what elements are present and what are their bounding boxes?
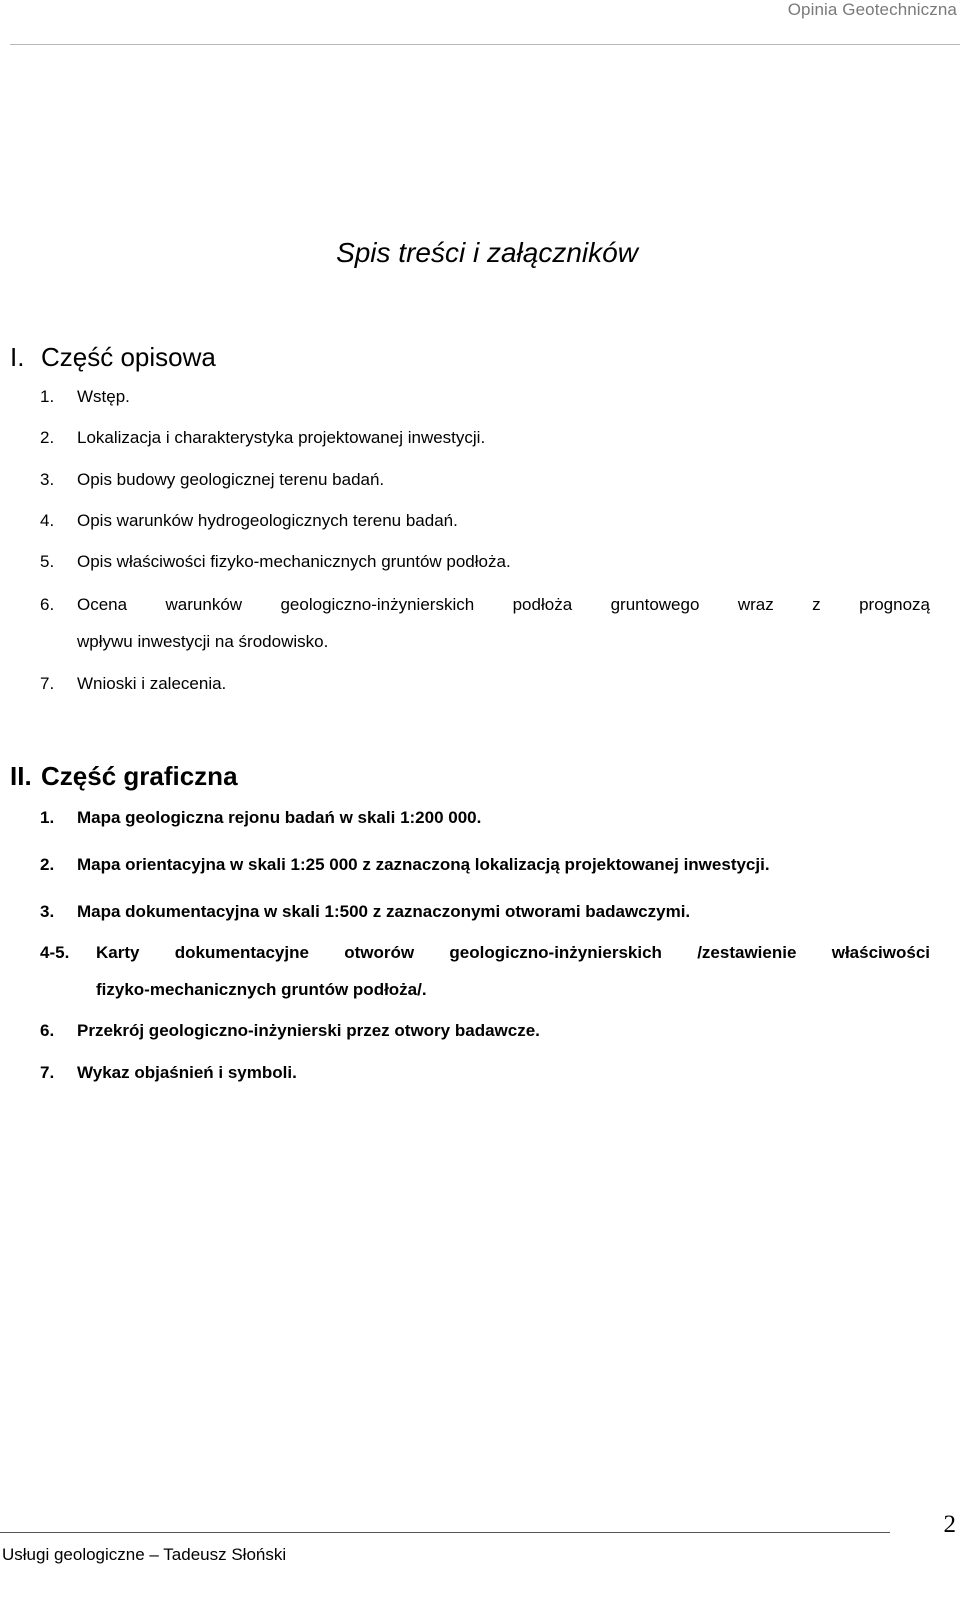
toc-item-number: 2. [40,428,55,447]
footer-author: Usługi geologiczne – Tadeusz Słoński [2,1545,287,1564]
toc-item-number: 4. [40,511,55,530]
toc-item-text: Karty dokumentacyjne otworów geologiczno-inżynierskich /zestawienie właściwości [96,943,930,962]
toc-item-text: Lokalizacja i charakterystyka projektowanej inwestycji. [77,428,486,447]
header-divider [10,44,960,45]
header-title: Opinia Geotechniczna [787,0,957,19]
section-title: Część graficzna [41,761,238,791]
section-number: I. [10,342,25,372]
toc-item-text-continued: wpływu inwestycji na środowisko. [77,632,329,651]
section-heading-descriptive [10,342,216,373]
toc-item [40,846,960,883]
toc-item-text-continued: fizyko-mechanicznych gruntów podłoża/. [96,980,427,999]
toc-item-text: Wykaz objaśnień i symboli. [77,1063,297,1082]
toc-item-number: 5. [40,552,55,571]
toc-item-number: 3. [40,470,55,489]
toc-item-first-line [40,934,930,971]
toc-item [40,1012,960,1049]
toc-item [40,665,960,702]
toc-item-text: Mapa orientacyjna w skali 1:25 000 z zaznaczoną lokalizacją projektowanej inwestycji. [77,855,770,874]
toc-item-number: 1. [40,387,55,406]
toc-item-number: 6. [40,595,55,614]
toc-item-text: Opis budowy geologicznej terenu badań. [77,470,385,489]
document-title: Spis treści i załączników [336,236,638,268]
toc-item [40,1054,960,1091]
toc-item-text: Mapa geologiczna rejonu badań w skali 1:200 000. [77,808,482,827]
toc-item [40,543,960,580]
toc-item [40,893,960,930]
toc-item-text: Wnioski i zalecenia. [77,674,227,693]
toc-item-number: 2. [40,855,55,874]
toc-item-number: 6. [40,1021,55,1040]
toc-item-number: 3. [40,902,55,921]
toc-item-number: 7. [40,674,55,693]
toc-item [40,799,960,836]
toc-item [40,586,930,660]
section-heading-graphic [10,761,238,792]
toc-item [40,934,930,1008]
toc-item-number: 7. [40,1063,55,1082]
page-number: 2 [943,1511,956,1538]
toc-item [40,502,960,539]
toc-item-text: Opis warunków hydrogeologicznych terenu badań. [77,511,458,530]
section-title: Część opisowa [41,342,216,372]
toc-item-text: Przekrój geologiczno-inżynierski przez otwory badawcze. [77,1021,540,1040]
toc-item-text: Mapa dokumentacyjna w skali 1:500 z zaznaczonymi otworami badawczymi. [77,902,691,921]
footer-divider [0,1532,890,1533]
toc-item-text: Wstęp. [77,387,130,406]
toc-item-number: 1. [40,808,55,827]
toc-item-number: 4-5. [40,943,70,962]
section-number: II. [10,761,32,791]
toc-item-text: Ocena warunków geologiczno-inżynierskich podłoża gruntowego wraz z prognozą [77,595,930,614]
toc-item-text: Opis właściwości fizyko-mechanicznych gruntów podłoża. [77,552,511,571]
toc-item-first-line [40,586,930,623]
toc-item [40,419,960,456]
toc-item [40,461,960,498]
toc-item [40,378,960,415]
